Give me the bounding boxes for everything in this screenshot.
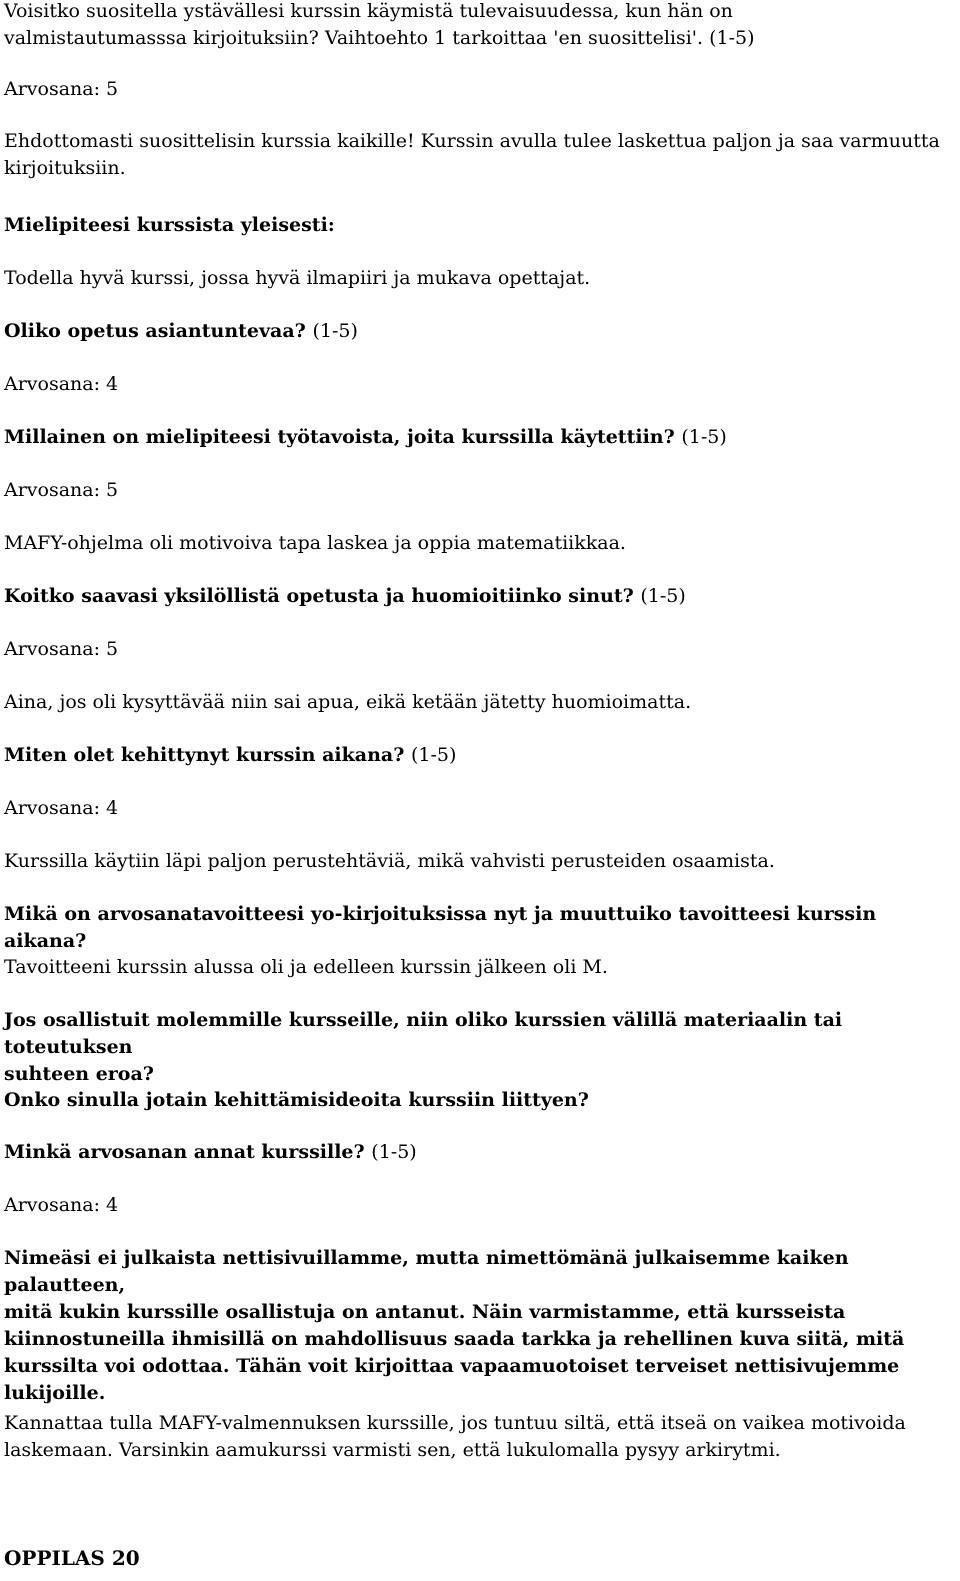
methods-rating: Arvosana: 5 xyxy=(4,479,119,501)
grade-scale: (1-5) xyxy=(371,1141,417,1163)
development-question xyxy=(4,742,956,769)
opinion-question: Mielipiteesi kurssista yleisesti: xyxy=(4,214,335,236)
development-rating: Arvosana: 4 xyxy=(4,797,119,819)
goal-question: Mikä on arvosanatavoitteesi yo-kirjoituksissa nyt ja muuttuiko tavoitteesi kurssin aikana? xyxy=(4,903,877,952)
recommend-answer xyxy=(4,128,956,182)
greeting-answer xyxy=(4,1410,956,1464)
goal-answer: Tavoitteeni kurssin alussa oli ja edelleen kurssin jälkeen oli M. xyxy=(4,956,608,978)
recommend-question xyxy=(4,0,956,52)
individual-answer: Aina, jos oli kysyttävää niin sai apua, eikä ketään jätetty huomioimatta. xyxy=(4,691,692,713)
greeting-prompt-line5: lukijoille. xyxy=(4,1382,106,1404)
recommend-answer-line1: Ehdottomasti suosittelisin kurssia kaikille! Kurssin avulla tulee laskettua paljon ja saa varmuutta xyxy=(4,130,940,152)
expertise-question-text: Oliko opetus asiantuntevaa? xyxy=(4,320,306,342)
methods-question-text: Millainen on mielipiteesi työtavoista, joita kurssilla käytettiin? xyxy=(4,426,675,448)
grade-question xyxy=(4,1139,956,1166)
both-courses-line2: suhteen eroa? xyxy=(4,1063,154,1085)
methods-answer: MAFY-ohjelma oli motivoiva tapa laskea ja oppia matematiikkaa. xyxy=(4,532,626,554)
expertise-rating: Arvosana: 4 xyxy=(4,373,119,395)
greeting-prompt-line4: kurssilta voi odottaa. Tähän voit kirjoittaa vapaamuotoiset terveiset nettisivujemme xyxy=(4,1355,900,1377)
recommend-answer-line2: kirjoituksiin. xyxy=(4,157,126,179)
individual-question xyxy=(4,583,956,610)
methods-scale: (1-5) xyxy=(681,426,727,448)
opinion-answer: Todella hyvä kurssi, jossa hyvä ilmapiiri ja mukava opettajat. xyxy=(4,267,591,289)
expertise-scale: (1-5) xyxy=(312,320,358,342)
greeting-prompt-line1: Nimeäsi ei julkaista nettisivuillamme, mutta nimettömänä julkaisemme kaiken palautteen, xyxy=(4,1247,849,1296)
individual-rating: Arvosana: 5 xyxy=(4,638,119,660)
greeting-answer-line2: laskemaan. Varsinkin aamukurssi varmisti sen, että lukulomalla pysyy arkirytmi. xyxy=(4,1439,781,1461)
grade-rating: Arvosana: 4 xyxy=(4,1194,119,1216)
greeting-prompt xyxy=(4,1245,956,1407)
greeting-prompt-line2: mitä kukin kurssille osallistuja on antanut. Näin varmistamme, että kursseista xyxy=(4,1301,846,1323)
recommend-rating: Arvosana: 5 xyxy=(4,78,119,100)
individual-scale: (1-5) xyxy=(640,585,686,607)
ideas-question: Onko sinulla jotain kehittämisideoita kurssiin liittyen? xyxy=(4,1089,589,1111)
individual-question-text: Koitko saavasi yksilöllistä opetusta ja huomioitiinko sinut? xyxy=(4,585,634,607)
development-answer: Kurssilla käytiin läpi paljon perustehtäviä, mikä vahvisti perusteiden osaamista. xyxy=(4,850,775,872)
expertise-question xyxy=(4,318,956,345)
development-question-text: Miten olet kehittynyt kurssin aikana? xyxy=(4,744,405,766)
both-courses-line1: Jos osallistuit molemmille kursseille, niin oliko kurssien välillä materiaalin tai toteutuksen xyxy=(4,1009,843,1058)
greeting-prompt-line3: kiinnostuneilla ihmisillä on mahdollisuus saada tarkka ja rehellinen kuva siitä, mitä xyxy=(4,1328,905,1350)
methods-question xyxy=(4,424,956,451)
both-courses-question xyxy=(4,1007,956,1088)
greeting-answer-line1: Kannattaa tulla MAFY-valmennuksen kurssille, jos tuntuu siltä, että itseä on vaikea motivoida xyxy=(4,1412,906,1434)
recommend-question-line1: Voisitko suositella ystävällesi kurssin käymistä tulevaisuudessa, kun hän on xyxy=(4,0,733,22)
development-scale: (1-5) xyxy=(410,744,457,766)
recommend-question-line2: valmistautumasssa kirjoituksiin? Vaihtoehto 1 tarkoittaa 'en suosittelisi'. (1-5) xyxy=(4,27,755,49)
next-student-heading: OPPILAS 20 xyxy=(4,1546,140,1570)
grade-question-text: Minkä arvosanan annat kurssille? xyxy=(4,1141,365,1163)
